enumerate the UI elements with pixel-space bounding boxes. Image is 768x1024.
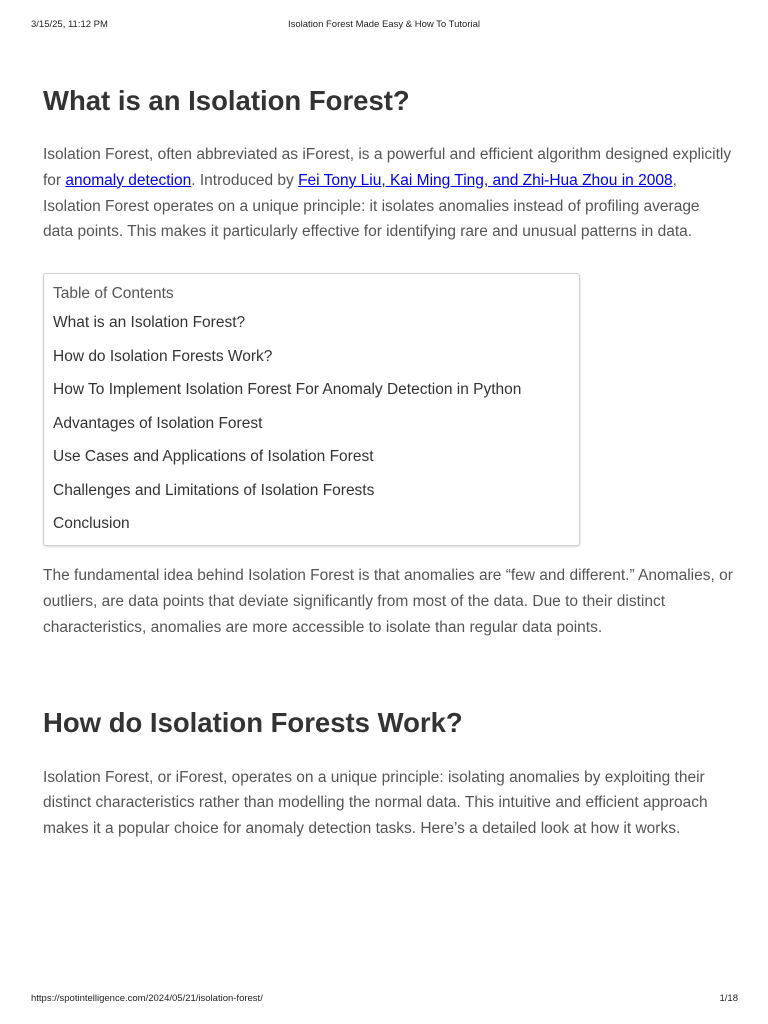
print-page-number: 1/18 [719,993,738,1004]
table-of-contents [43,273,580,546]
fundamental-paragraph: The fundamental idea behind Isolation Forest is that anomalies are “few and different.” Anomalies, or outliers, are data points that deviate significantly from most of the data. Due to their distinct characteristics, anomalies are more accessible to isolate than regular data points. [43,567,733,636]
toc-item-advantages[interactable]: Advantages of Isolation Forest [53,414,263,432]
print-footer [0,993,768,1007]
toc-list [53,313,579,534]
intro-paragraph [43,142,733,245]
intro-text-part3: , Isolation Forest operates on a unique principle: it isolates anomalies instead of profiling average data points. This makes it particularly effective for identifying rare and unusual patterns in data. [43,171,700,241]
toc-item-challenges[interactable]: Challenges and Limitations of Isolation Forests [53,481,375,499]
article-content [43,84,733,842]
print-doc-title: Isolation Forest Made Easy & How To Tutorial [287,19,481,30]
how-it-works-paragraph: Isolation Forest, or iForest, operates on a unique principle: isolating anomalies by exploiting their distinct characteristics rather than modelling the normal data. This intuitive and efficient approach makes it a popular choice for anomaly detection tasks. Here’s a detailed look at how it works. [43,768,708,838]
anomaly-detection-link[interactable]: anomaly detection [65,171,192,189]
toc-item-what-is[interactable]: What is an Isolation Forest? [53,314,246,332]
heading-what-is-isolation-forest: What is an Isolation Forest? [43,85,410,116]
toc-item-implement-python[interactable]: How To Implement Isolation Forest For Anomaly Detection in Python [53,381,522,399]
toc-item-conclusion[interactable]: Conclusion [53,515,130,533]
authors-link[interactable]: Fei Tony Liu, Kai Ming Ting, and Zhi-Hua Zhou in 2008 [298,171,673,189]
intro-text-part2: . Introduced by [191,171,299,189]
print-url: https://spotintelligence.com/2024/05/21/isolation-forest/ [31,993,263,1004]
heading-how-do-isolation-forests-work: How do Isolation Forests Work? [43,706,463,738]
intro-text-part1: Isolation Forest, often abbreviated as iForest, is a powerful and efficient algorithm designed explicitly for [43,146,732,189]
toc-item-use-cases[interactable]: Use Cases and Applications of Isolation Forest [53,448,374,466]
toc-item-how-work[interactable]: How do Isolation Forests Work? [53,347,273,365]
print-header [0,19,768,33]
print-datetime: 3/15/25, 11:12 PM [31,19,108,30]
toc-title: Table of Contents [53,285,174,303]
